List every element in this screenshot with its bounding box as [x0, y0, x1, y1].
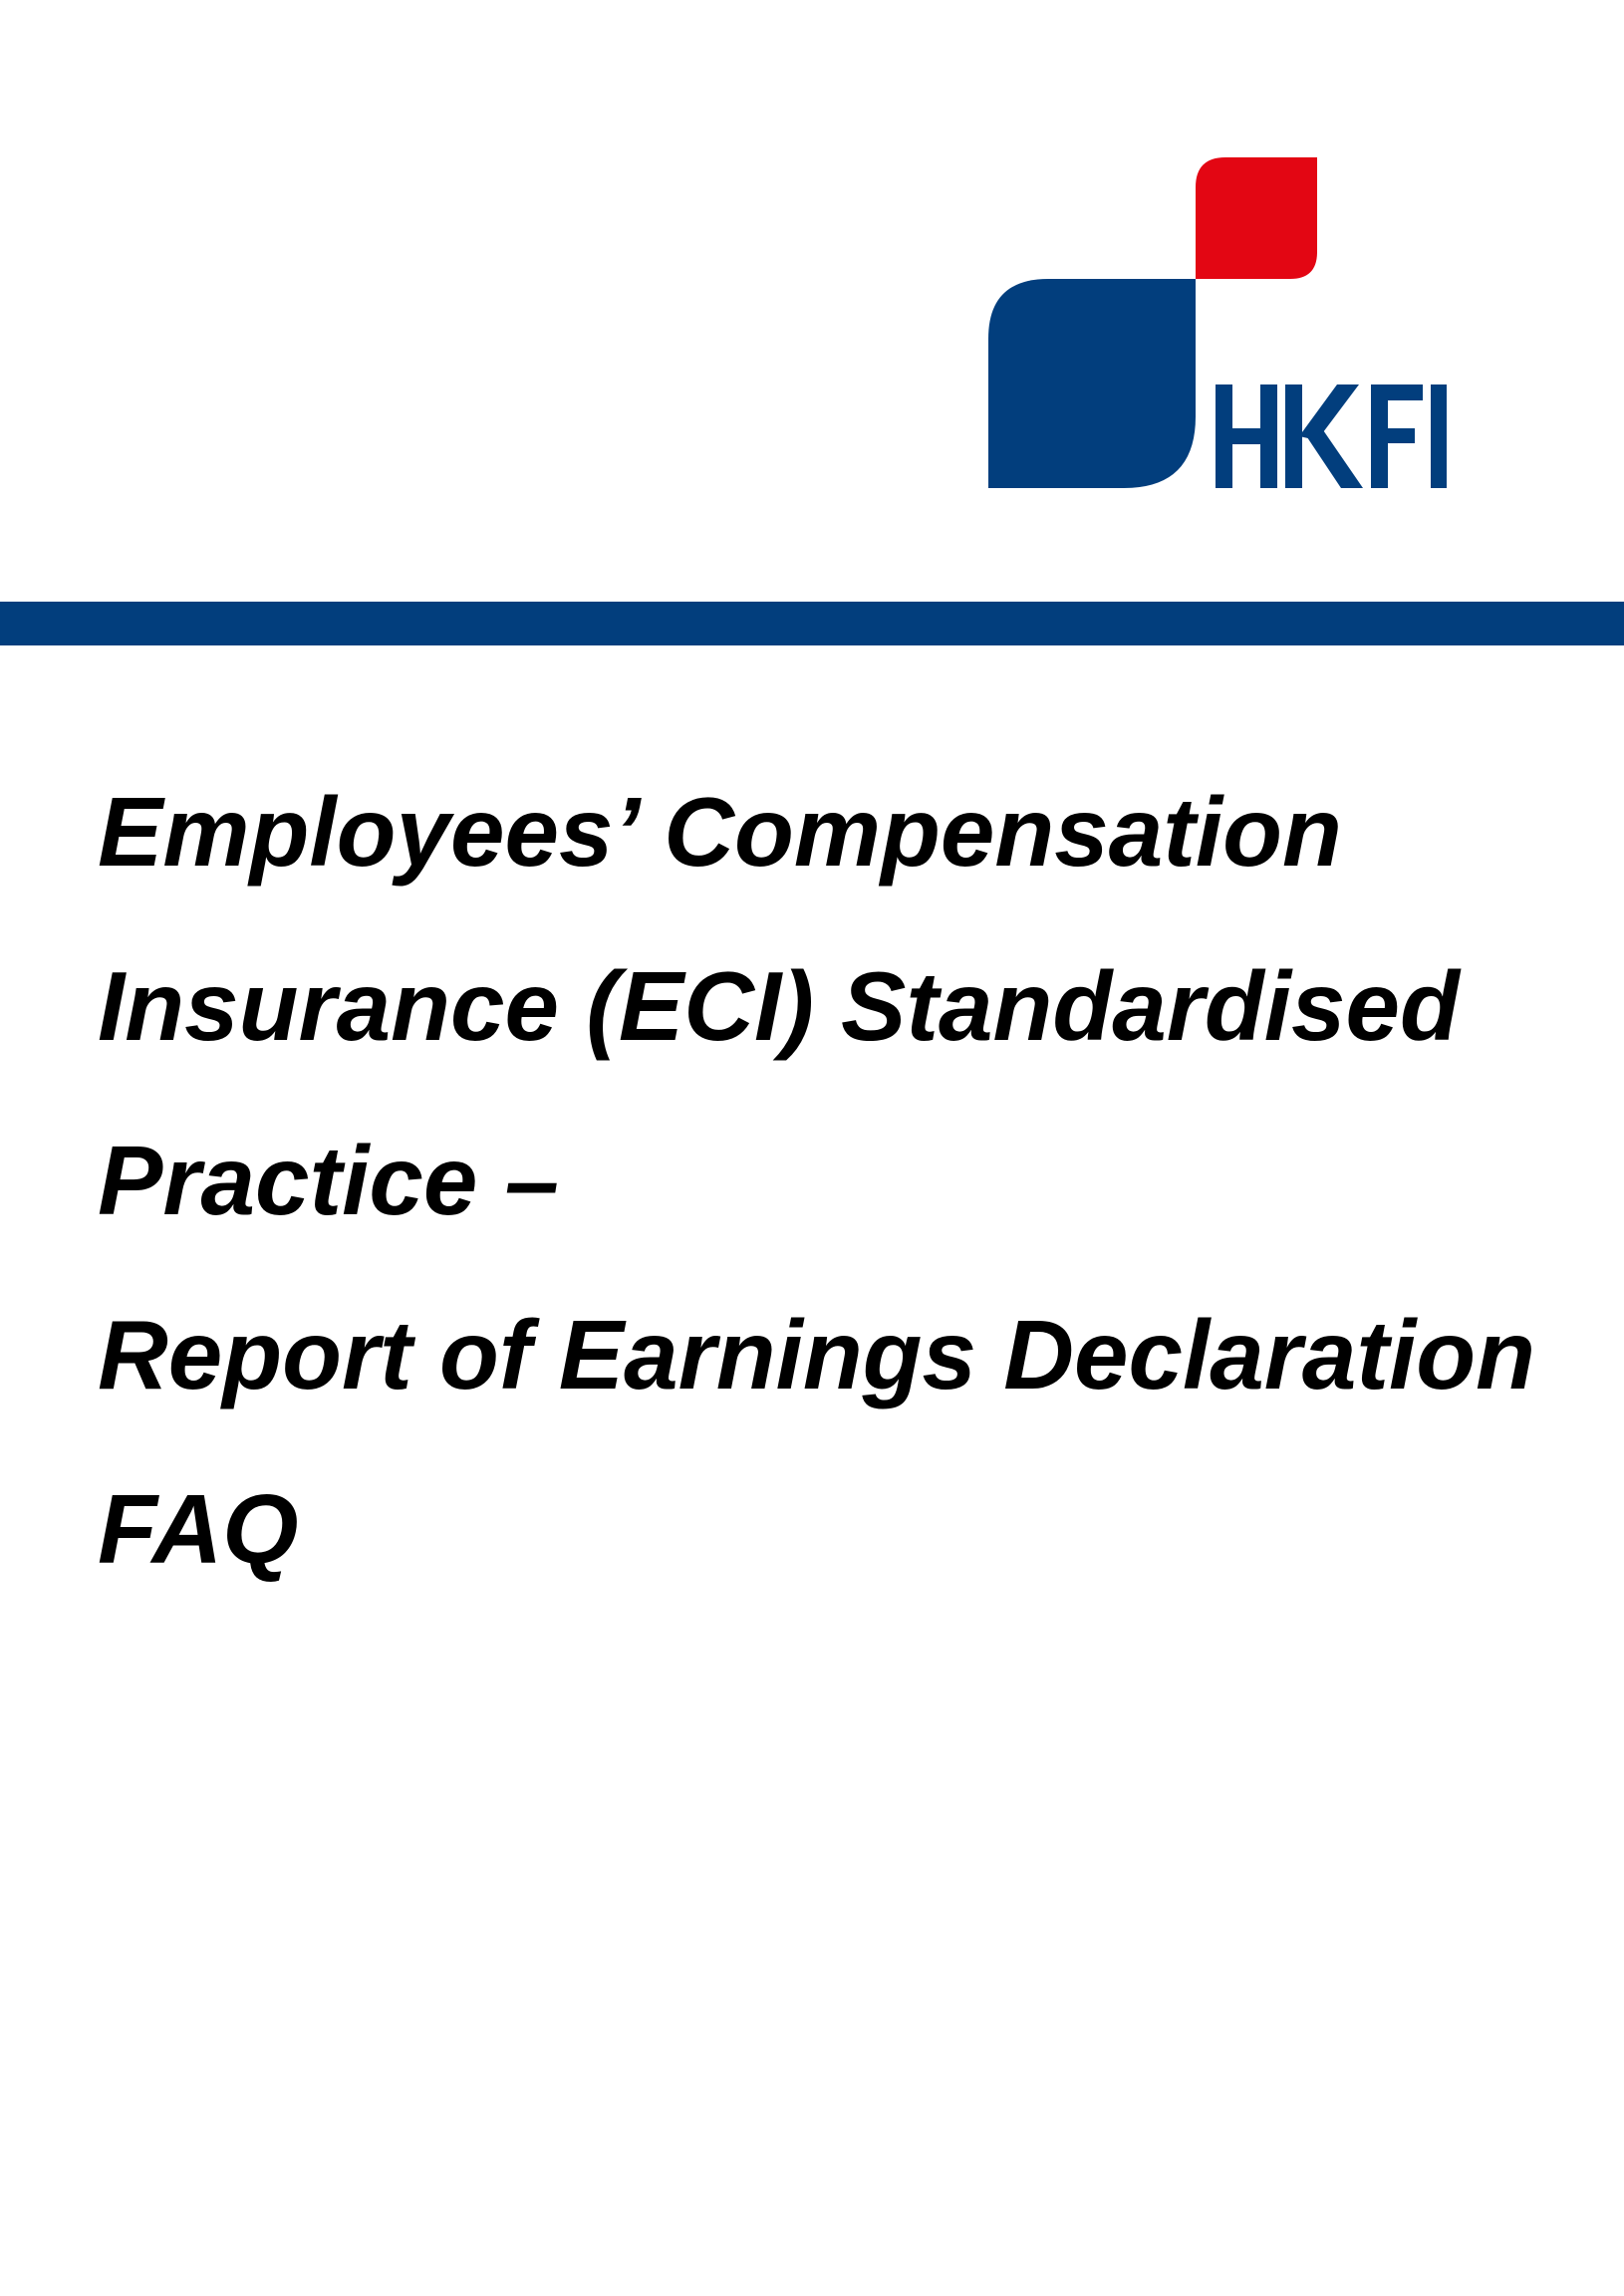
- title-line: Insurance (ECI) Standardised: [98, 951, 1460, 1061]
- hkfi-logo: [988, 157, 1447, 488]
- logo-red-shape: [1196, 157, 1317, 279]
- title-line: Practice –: [98, 1126, 560, 1235]
- logo-lettering: [1216, 384, 1447, 488]
- title-line: Employees’ Compensation: [98, 777, 1342, 887]
- header-divider-bar: [0, 602, 1624, 645]
- document-title: [98, 745, 1572, 1617]
- title-line: FAQ: [98, 1474, 299, 1584]
- logo-blue-shape: [988, 279, 1196, 488]
- hkfi-logo-icon: [988, 157, 1447, 488]
- title-line: Report of Earnings Declaration: [98, 1300, 1536, 1409]
